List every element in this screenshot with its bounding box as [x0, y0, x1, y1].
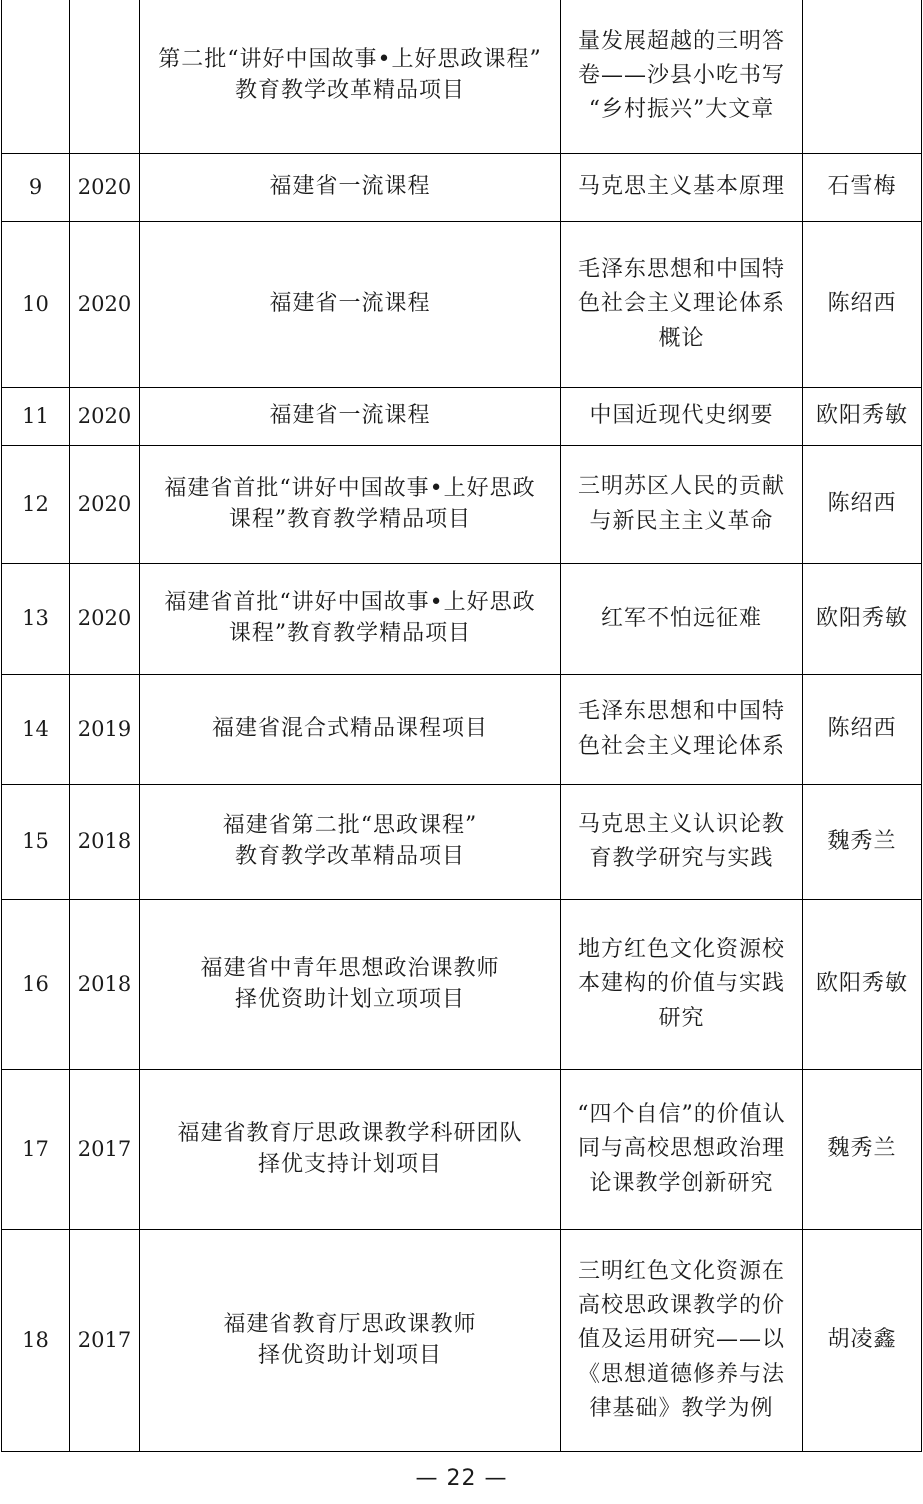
row-number: 16: [2, 900, 70, 1070]
row-topic: 三明红色文化资源在 高校思政课教学的价 值及运用研究——以 《思想道德修养与法 律基础》教学为例: [561, 1230, 803, 1452]
row-topic: 量发展超越的三明答 卷——沙县小吃书写 “乡村振兴”大文章: [561, 0, 803, 154]
row-year: 2020: [70, 446, 140, 564]
row-year: 2018: [70, 900, 140, 1070]
row-person: 魏秀兰: [803, 1070, 922, 1230]
row-number: 12: [2, 446, 70, 564]
row-year: 2017: [70, 1230, 140, 1452]
row-project: 福建省首批“讲好中国故事•上好思政 课程”教育教学精品项目: [140, 564, 561, 675]
table-row: [2, 785, 922, 900]
row-person: 欧阳秀敏: [803, 388, 922, 446]
row-project: 福建省教育厅思政课教师 择优资助计划项目: [140, 1230, 561, 1452]
row-project: 福建省教育厅思政课教学科研团队 择优支持计划项目: [140, 1070, 561, 1230]
table-row: [2, 222, 922, 388]
table-row: [2, 388, 922, 446]
row-year: 2020: [70, 222, 140, 388]
table-row: [2, 900, 922, 1070]
row-number: 15: [2, 785, 70, 900]
table-row: [2, 1230, 922, 1452]
row-topic: 毛泽东思想和中国特 色社会主义理论体系 概论: [561, 222, 803, 388]
row-year: [70, 0, 140, 154]
row-number: 10: [2, 222, 70, 388]
row-topic: 三明苏区人民的贡献 与新民主主义革命: [561, 446, 803, 564]
row-project: 福建省一流课程: [140, 388, 561, 446]
row-topic: 马克思主义基本原理: [561, 154, 803, 222]
row-project: 福建省混合式精品课程项目: [140, 675, 561, 785]
row-number: 14: [2, 675, 70, 785]
row-project: 福建省中青年思想政治课教师 择优资助计划立项项目: [140, 900, 561, 1070]
row-project: 福建省第二批“思政课程” 教育教学改革精品项目: [140, 785, 561, 900]
row-number: 18: [2, 1230, 70, 1452]
row-topic: 中国近现代史纲要: [561, 388, 803, 446]
row-number: [2, 0, 70, 154]
row-topic: 红军不怕远征难: [561, 564, 803, 675]
projects-table: [1, 0, 922, 1452]
row-person: 欧阳秀敏: [803, 900, 922, 1070]
table-row: [2, 154, 922, 222]
row-number: 17: [2, 1070, 70, 1230]
row-year: 2020: [70, 564, 140, 675]
row-topic: 毛泽东思想和中国特 色社会主义理论体系: [561, 675, 803, 785]
row-project: 福建省一流课程: [140, 222, 561, 388]
table-row: [2, 446, 922, 564]
row-year: 2017: [70, 1070, 140, 1230]
row-project: 福建省一流课程: [140, 154, 561, 222]
row-project: 第二批“讲好中国故事•上好思政课程” 教育教学改革精品项目: [140, 0, 561, 154]
row-person: 陈绍西: [803, 222, 922, 388]
row-year: 2018: [70, 785, 140, 900]
row-number: 13: [2, 564, 70, 675]
page-number: — 22 —: [415, 1466, 508, 1491]
table-row: [2, 0, 922, 154]
row-person: 陈绍西: [803, 675, 922, 785]
row-topic: “四个自信”的价值认 同与高校思想政治理 论课教学创新研究: [561, 1070, 803, 1230]
row-person: 石雪梅: [803, 154, 922, 222]
row-person: 陈绍西: [803, 446, 922, 564]
table-row: [2, 564, 922, 675]
row-number: 9: [2, 154, 70, 222]
row-year: 2019: [70, 675, 140, 785]
row-person: 胡凌鑫: [803, 1230, 922, 1452]
row-person: [803, 0, 922, 154]
row-topic: 马克思主义认识论教 育教学研究与实践: [561, 785, 803, 900]
row-project: 福建省首批“讲好中国故事•上好思政 课程”教育教学精品项目: [140, 446, 561, 564]
row-year: 2020: [70, 154, 140, 222]
table-row: [2, 675, 922, 785]
table-row: [2, 1070, 922, 1230]
row-number: 11: [2, 388, 70, 446]
row-topic: 地方红色文化资源校 本建构的价值与实践 研究: [561, 900, 803, 1070]
row-person: 魏秀兰: [803, 785, 922, 900]
row-person: 欧阳秀敏: [803, 564, 922, 675]
row-year: 2020: [70, 388, 140, 446]
